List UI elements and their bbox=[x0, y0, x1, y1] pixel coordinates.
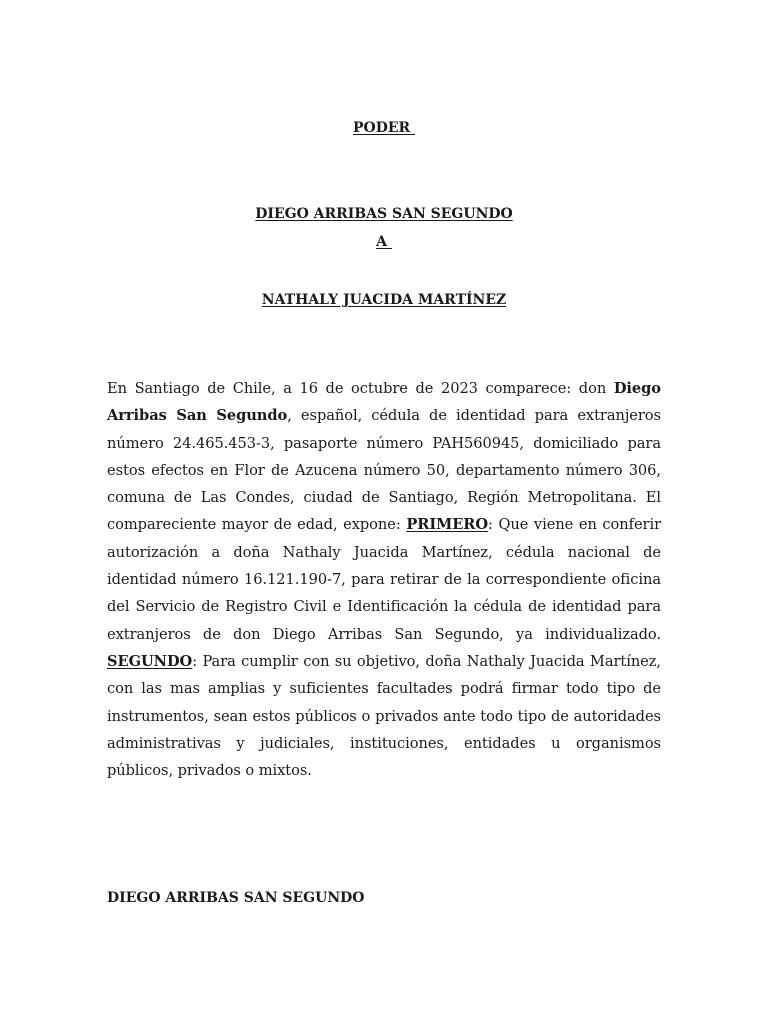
body-grantor-name: Diego Arribas San Segundo bbox=[107, 380, 661, 425]
body-grantor-details: , español, cédula de identidad para extranjeros número 24.465.453-3, pasaporte número PAH560945, domiciliado para estos efectos en Flor de Azucena número 50, departamento número 306, comuna de Las Condes, ciudad de Santiago, Región Metropolitana. El compareciente mayor de edad, expone: bbox=[107, 407, 661, 534]
body-intro: En Santiago de Chile, a 16 de octubre de 2023 comparece: don bbox=[107, 380, 614, 397]
clause-primero-text: : Que viene en conferir autorización a doña Nathaly Juacida Martínez, cédula nacional de identidad número 16.121.190-7, para retirar de la correspondiente oficina del Servicio de Registro Civil e Identificación la cédula de identidad para extranjeros de don Diego Arribas San Segundo, ya individualizado. bbox=[107, 516, 661, 643]
document-title: PODER bbox=[352, 120, 416, 136]
signature-name: DIEGO ARRIBAS SAN SEGUNDO bbox=[107, 890, 365, 906]
clause-primero-label: PRIMERO bbox=[406, 516, 489, 534]
power-of-attorney-body bbox=[107, 375, 661, 784]
grantor-name: DIEGO ARRIBAS SAN SEGUNDO bbox=[255, 206, 513, 222]
connector-a: A bbox=[376, 234, 392, 250]
grantee-name: NATHALY JUACIDA MARTÍNEZ bbox=[261, 292, 507, 308]
clause-segundo-text: : Para cumplir con su objetivo, doña Nathaly Juacida Martínez, con las mas amplias y suficientes facultades podrá firmar todo tipo de instrumentos, sean estos públicos o privados ante todo tipo de autoridades administrativas y judiciales, instituciones, entidades u organismos públicos, privados o mixtos. bbox=[107, 652, 661, 780]
clause-segundo-label: SEGUNDO bbox=[107, 652, 193, 670]
